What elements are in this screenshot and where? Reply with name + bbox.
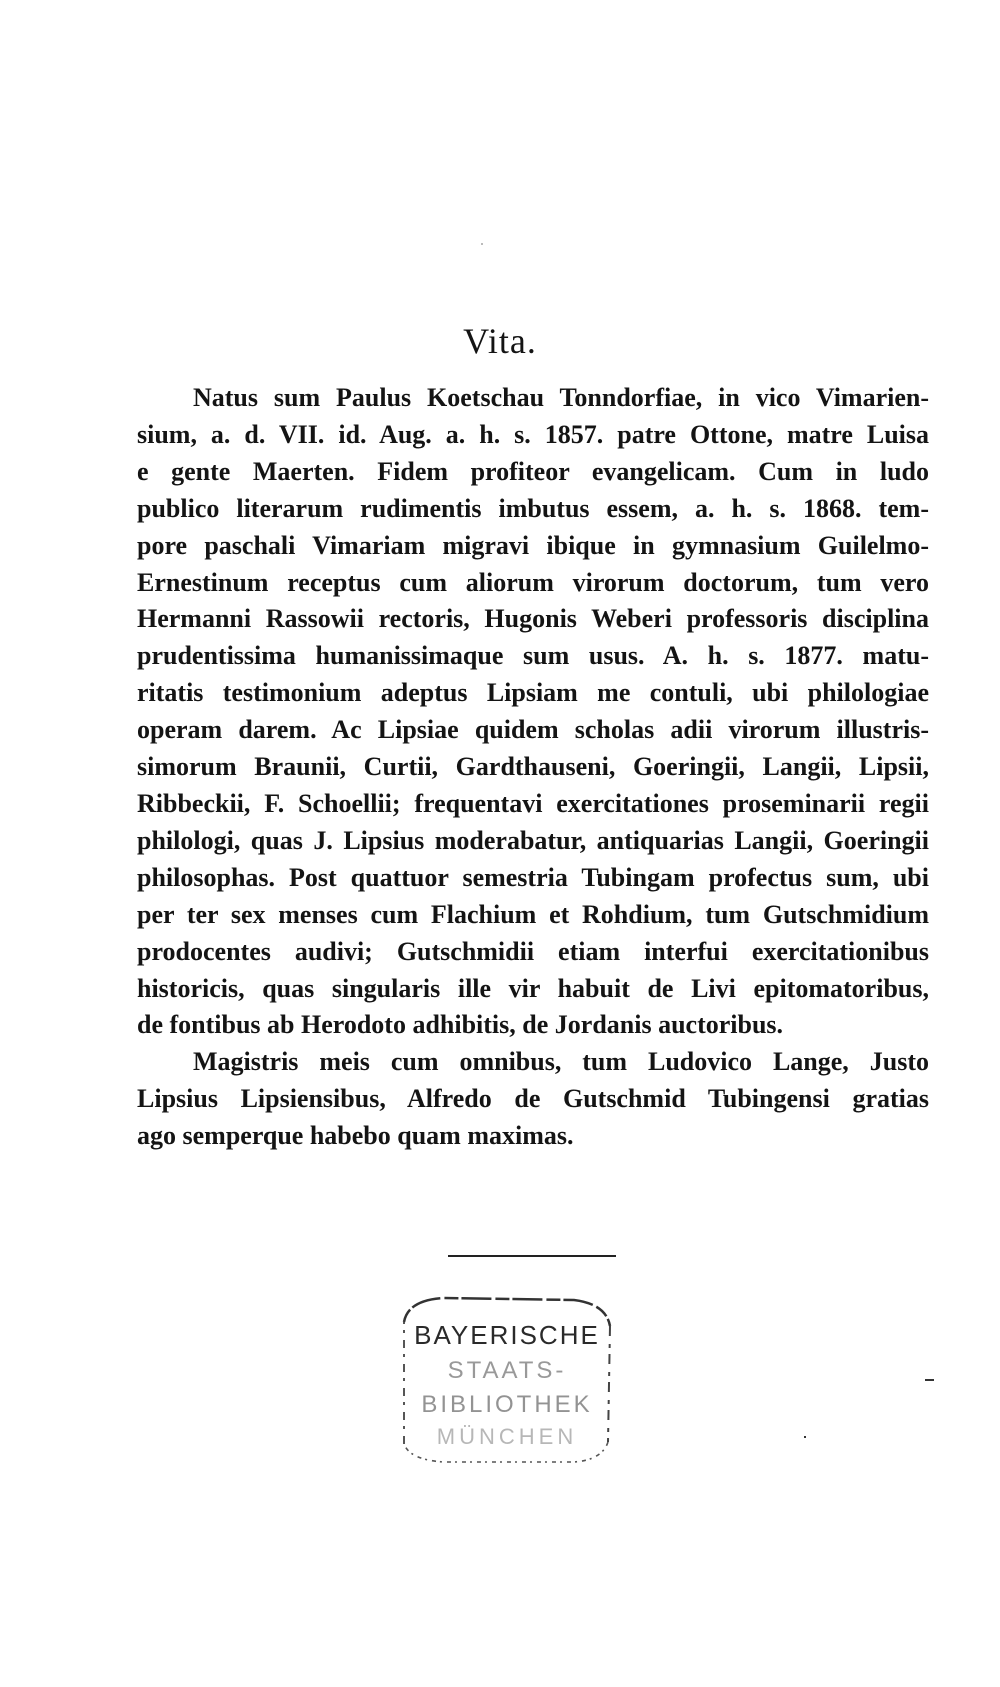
vita-text: [137, 380, 929, 1155]
text-line: operam darem. Ac Lipsiae quidem scholas adii virorum illustris-: [137, 715, 929, 745]
paragraph-2: [137, 1044, 929, 1155]
text-line: Ribbeckii, F. Schoellii; frequentavi exercitationes proseminarii regii: [137, 788, 929, 818]
text-line: de fontibus ab Herodoto adhibitis, de Jordanis auctoribus.: [137, 1010, 784, 1040]
stamp-line: BIBLIOTHEK: [421, 1391, 593, 1418]
text-line: per ter sex menses cum Flachium et Rohdium, tum Gutschmidium: [137, 899, 929, 929]
paragraph-1: [137, 380, 929, 1044]
text-line: Ernestinum receptus cum aliorum virorum doctorum, tum vero: [137, 567, 929, 597]
library-stamp: [384, 1292, 632, 1470]
stamp-icon: [384, 1292, 632, 1470]
text-line: simorum Braunii, Curtii, Gardthauseni, Goeringii, Langii, Lipsii,: [137, 752, 929, 782]
ink-speck: [925, 1379, 934, 1381]
text-line: Lipsius Lipsiensibus, Alfredo de Gutschmid Tubingensi gratias: [137, 1084, 929, 1114]
stamp-line: BAYERISCHE: [414, 1320, 600, 1350]
text-line: ritatis testimonium adeptus Lipsiam me contuli, ubi philologiae: [137, 678, 929, 708]
text-line: publico literarum rudimentis imbutus essem, a. h. s. 1868. tem-: [137, 493, 929, 523]
text-line: sium, a. d. VII. id. Aug. a. h. s. 1857. patre Ottone, matre Luisa: [137, 419, 929, 449]
text-line: prodocentes audivi; Gutschmidii etiam interfui exercitationibus: [137, 936, 929, 966]
ink-speck: [804, 1436, 806, 1438]
horizontal-rule: [448, 1255, 616, 1257]
stamp-line: STAATS-: [447, 1357, 567, 1384]
text-line: historicis, quas singularis ille vir habuit de Livi epitomatoribus,: [137, 973, 929, 1003]
text-line: philosophas. Post quattuor semestria Tubingam profectus sum, ubi: [137, 862, 929, 892]
text-line: Magistris meis cum omnibus, tum Ludovico Lange, Justo: [193, 1047, 929, 1077]
text-line: philologi, quas J. Lipsius moderabatur, antiquarias Langii, Goeringii: [137, 825, 929, 855]
text-line: Natus sum Paulus Koetschau Tonndorfiae, in vico Vimarien-: [193, 383, 929, 412]
text-line: ago semperque habebo quam maximas.: [137, 1121, 574, 1151]
stamp-line: MÜNCHEN: [436, 1424, 578, 1449]
text-line: Hermanni Rassowii rectoris, Hugonis Weberi professoris disciplina: [137, 604, 929, 634]
text-line: pore paschali Vimariam migravi ibique in gymnasium Guilelmo-: [137, 530, 929, 560]
ink-speck: [481, 243, 483, 245]
text-line: e gente Maerten. Fidem profiteor evangelicam. Cum in ludo: [137, 456, 929, 486]
text-line: prudentissima humanissimaque sum usus. A. h. s. 1877. matu-: [137, 641, 929, 671]
page-title: Vita.: [463, 321, 537, 361]
